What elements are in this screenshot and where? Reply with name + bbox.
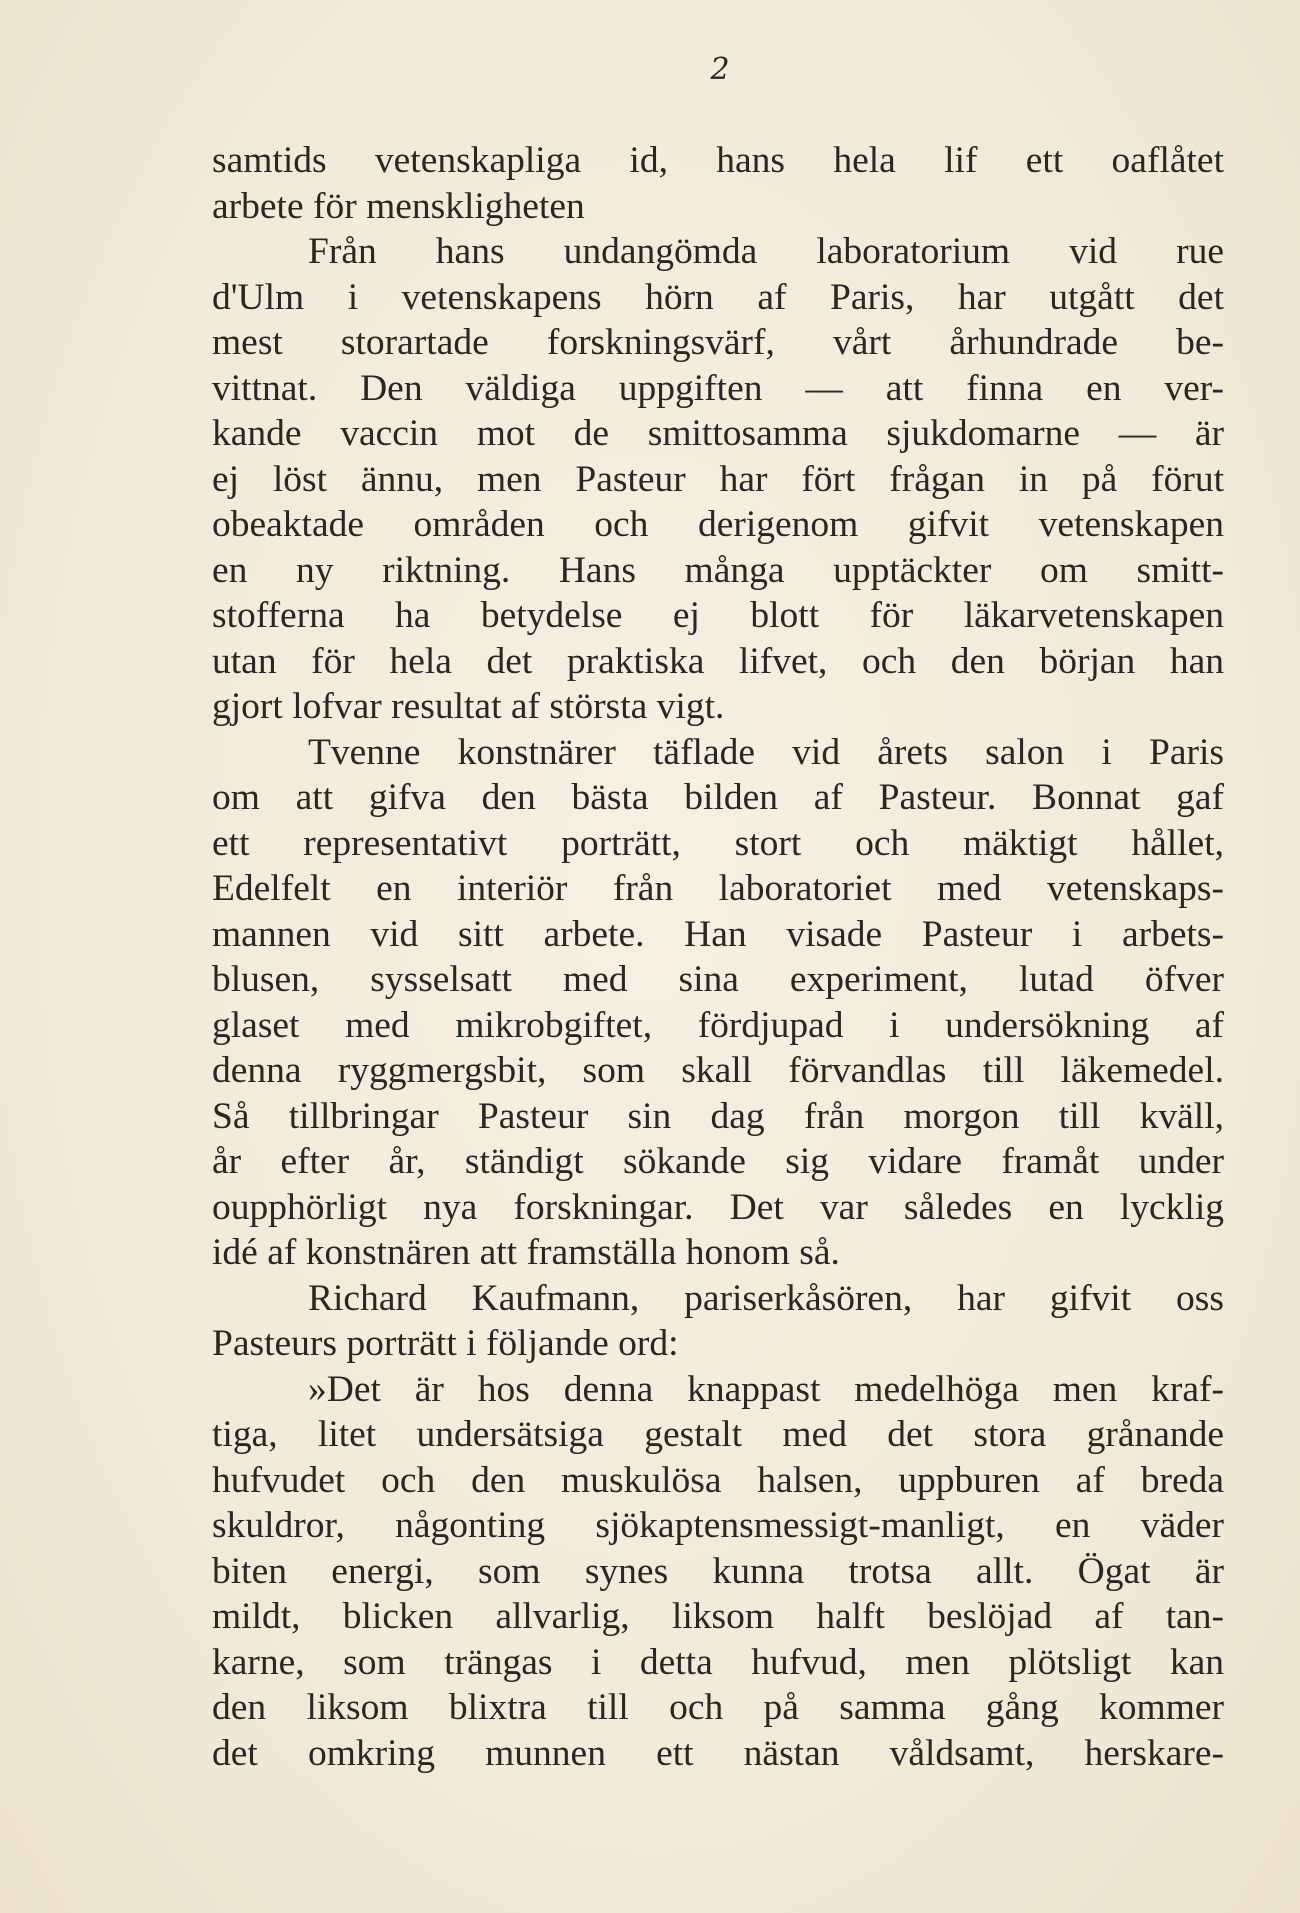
text-line: »Det är hos denna knappast medelhöga men kraf- bbox=[308, 1368, 1224, 1410]
text-line: år efter år, ständigt sökande sig vidare framåt under bbox=[212, 1141, 1224, 1182]
text-line: mest storartade forskningsvärf, vårt århundrade be- bbox=[212, 322, 1224, 363]
text-line: idé af konstnären att framställa honom så. bbox=[212, 1232, 840, 1273]
text-line: gjort lofvar resultat af största vigt. bbox=[212, 686, 725, 727]
text-line: Pasteurs porträtt i följande ord: bbox=[212, 1323, 679, 1364]
text-line: mildt, blicken allvarlig, liksom halft beslöjad af tan- bbox=[212, 1596, 1224, 1637]
text-line: Tvenne konstnärer täflade vid årets salon i Paris bbox=[308, 731, 1224, 773]
page-number: 2 bbox=[710, 52, 730, 87]
text-line: hufvudet och den muskulösa halsen, uppburen af breda bbox=[212, 1459, 1224, 1501]
text-line: vittnat. Den väldiga uppgiften — att finna en ver- bbox=[212, 367, 1224, 409]
text-line: oupphörligt nya forskningar. Det var således en lycklig bbox=[212, 1186, 1224, 1228]
text-line: karne, som trängas i detta hufvud, men plötsligt kan bbox=[212, 1641, 1224, 1683]
text-line: Så tillbringar Pasteur sin dag från morgon till kväll, bbox=[212, 1095, 1224, 1137]
text-line: blusen, sysselsatt med sina experiment, lutad öfver bbox=[212, 959, 1224, 1000]
text-line: tiga, litet undersätsiga gestalt med det stora grånande bbox=[212, 1414, 1224, 1455]
text-line: samtids vetenskapliga id, hans hela lif ett oaflåtet bbox=[212, 140, 1224, 181]
text-line: biten energi, som synes kunna trotsa allt. Ögat är bbox=[212, 1550, 1224, 1592]
text-line: ett representativt porträtt, stort och mäktigt hållet, bbox=[212, 822, 1224, 864]
text-line: arbete för menskligheten bbox=[212, 185, 585, 227]
text-line: stofferna ha betydelse ej blott för läkarvetenskapen bbox=[212, 595, 1224, 636]
text-line: ej löst ännu, men Pasteur har fört frågan in på förut bbox=[212, 458, 1224, 500]
text-line: obeaktade områden och derigenom gifvit vetenskapen bbox=[212, 504, 1224, 545]
body-text bbox=[212, 138, 1224, 1776]
text-line: skuldror, någonting sjökaptensmessigt-manligt, en väder bbox=[212, 1505, 1224, 1546]
text-line: om att gifva den bästa bilden af Pasteur. Bonnat gaf bbox=[212, 777, 1224, 818]
text-line: utan för hela det praktiska lifvet, och den början han bbox=[212, 640, 1224, 682]
text-line: det omkring munnen ett nästan våldsamt, herskare- bbox=[212, 1732, 1224, 1774]
text-line: d'Ulm i vetenskapens hörn af Paris, har utgått det bbox=[212, 276, 1224, 318]
text-line: en ny riktning. Hans många upptäckter om smitt- bbox=[212, 549, 1224, 591]
text-line: Richard Kaufmann, pariserkåsören, har gifvit oss bbox=[308, 1277, 1224, 1319]
text-line: kande vaccin mot de smittosamma sjukdomarne — är bbox=[212, 413, 1224, 454]
text-line: den liksom blixtra till och på samma gång kommer bbox=[212, 1687, 1224, 1728]
text-line: denna ryggmergsbit, som skall förvandlas till läkemedel. bbox=[212, 1050, 1224, 1091]
text-line: Från hans undangömda laboratorium vid rue bbox=[308, 231, 1224, 272]
text-line: mannen vid sitt arbete. Han visade Pasteur i arbets- bbox=[212, 913, 1224, 955]
text-line: Edelfelt en interiör från laboratoriet med vetenskaps- bbox=[212, 868, 1224, 909]
text-line: glaset med mikrobgiftet, fördjupad i undersökning af bbox=[212, 1004, 1224, 1046]
